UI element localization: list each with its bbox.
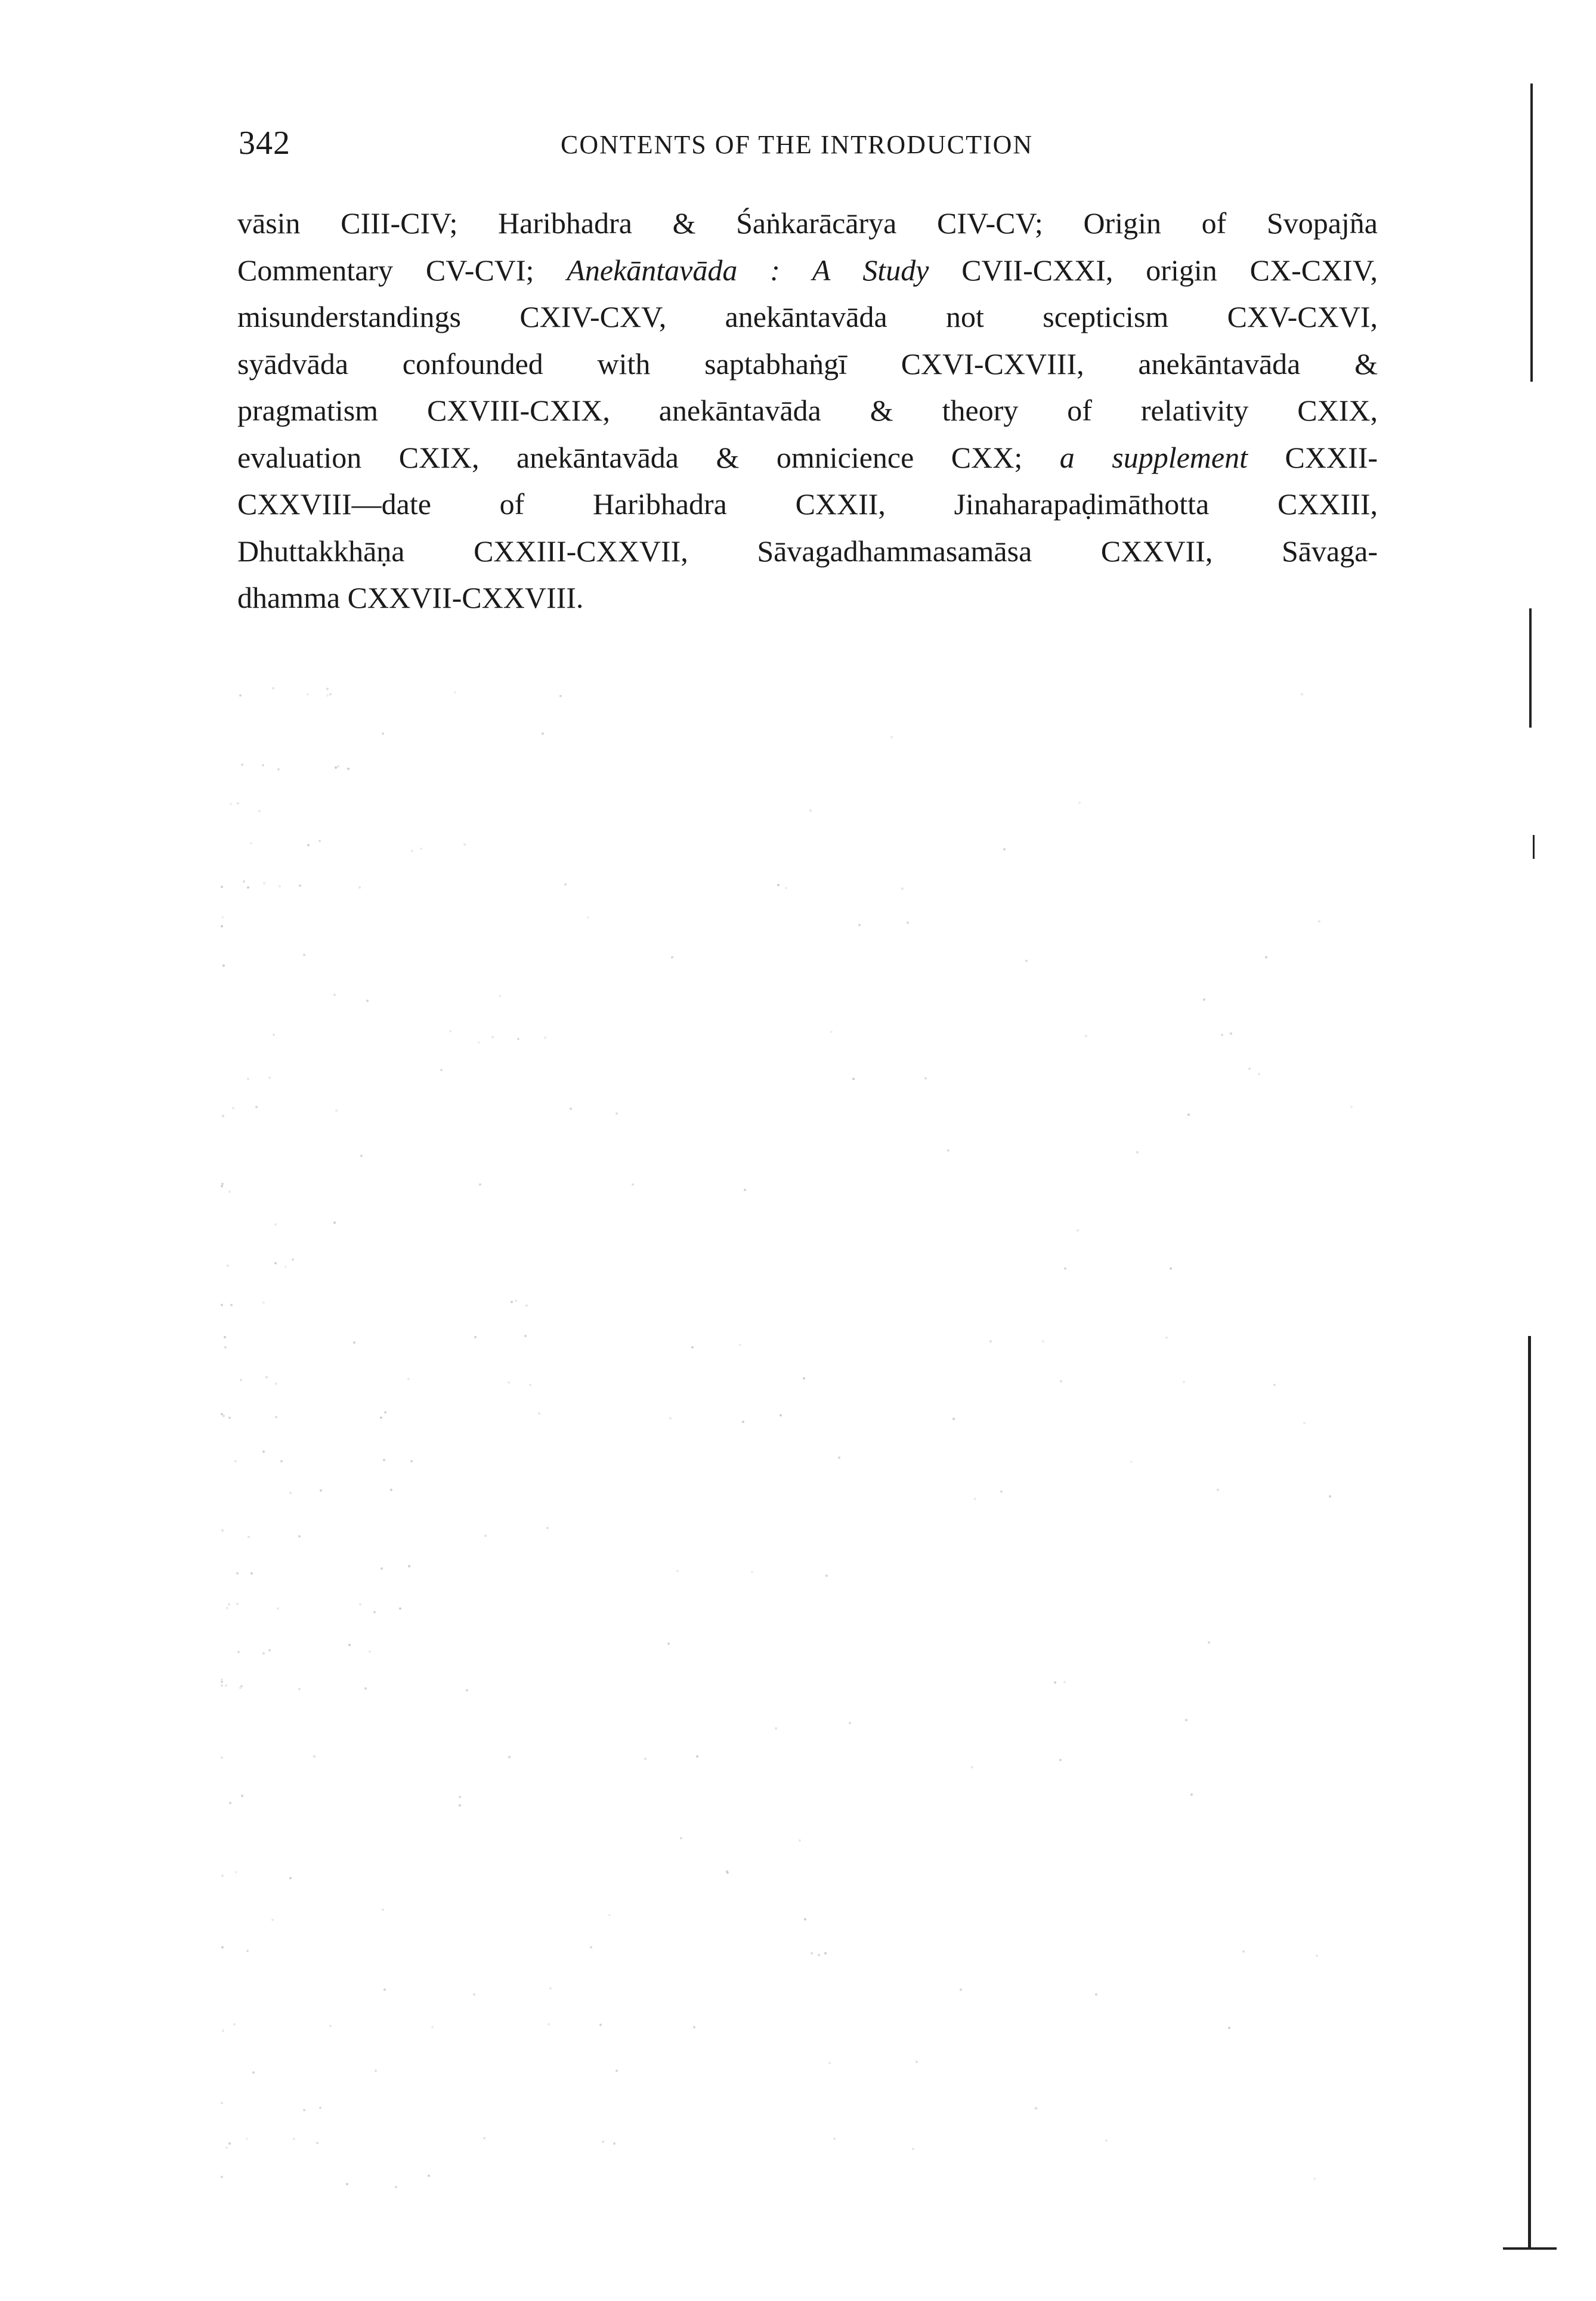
speck	[384, 1411, 386, 1414]
speck	[852, 1078, 855, 1080]
text-line: misunderstandings CXIV-CXV, anekāntavāda not scepticism CXV-CXVI,	[237, 300, 1378, 333]
speck	[275, 1416, 277, 1418]
speck	[246, 1950, 249, 1952]
speck	[775, 1727, 777, 1730]
binding-edge-mark	[1529, 608, 1532, 728]
speck	[250, 1572, 253, 1575]
speck	[292, 1258, 294, 1261]
speck	[329, 693, 332, 695]
speck	[1003, 848, 1006, 850]
speck	[236, 1572, 239, 1575]
speck	[262, 1301, 265, 1304]
speck	[483, 2137, 485, 2139]
speck	[1187, 1114, 1190, 1116]
speck	[1265, 956, 1267, 958]
speck	[1035, 2107, 1037, 2110]
speck	[1136, 1151, 1139, 1153]
speck	[474, 1336, 477, 1338]
speck	[335, 766, 337, 769]
speck	[263, 882, 265, 884]
binding-edge-mark	[1528, 1336, 1531, 2249]
speck	[247, 1078, 249, 1080]
speck	[289, 1492, 292, 1494]
speck	[358, 886, 361, 889]
speck	[268, 1077, 271, 1079]
speck	[693, 2026, 695, 2028]
speck	[326, 694, 329, 697]
speck	[420, 848, 422, 850]
speck	[907, 921, 909, 924]
speck	[1025, 960, 1028, 962]
speck	[1203, 998, 1205, 1001]
speck	[780, 1414, 782, 1417]
speck	[828, 2062, 831, 2064]
speck	[825, 1575, 828, 1577]
speck	[915, 2061, 918, 2063]
speck	[548, 2023, 550, 2025]
speck	[511, 1301, 513, 1303]
speck	[359, 1603, 361, 1606]
speck	[225, 1684, 227, 1687]
speck	[1230, 1032, 1232, 1035]
speck	[284, 1266, 287, 1268]
speck	[818, 1954, 820, 1956]
speck	[952, 1418, 955, 1420]
speck	[221, 1946, 224, 1949]
speck	[803, 1377, 805, 1380]
speck	[1242, 1950, 1245, 1953]
speck	[544, 1037, 546, 1039]
page-header	[239, 122, 1372, 164]
speck	[564, 883, 567, 886]
speck	[230, 803, 232, 805]
speck	[307, 693, 309, 695]
speck	[279, 885, 281, 887]
speck	[524, 1335, 527, 1337]
speck	[804, 1918, 806, 1920]
speck	[613, 2142, 615, 2145]
speck	[1170, 1267, 1172, 1270]
speck	[1059, 1759, 1062, 1761]
speck	[1165, 1337, 1168, 1339]
speck	[225, 2147, 228, 2149]
speck	[744, 1189, 746, 1191]
speck	[303, 954, 305, 956]
speck	[337, 765, 339, 768]
speck	[691, 1346, 694, 1349]
speck	[274, 1223, 277, 1226]
speck	[348, 1644, 351, 1646]
speck	[726, 1870, 728, 1873]
text-line: CXXVIII—date of Haribhadra CXXII, Jinaharapaḍimāthotta CXXIII,	[237, 487, 1378, 521]
speck	[375, 2070, 377, 2072]
speck	[838, 1456, 840, 1459]
speck	[833, 2138, 836, 2140]
speck	[235, 1871, 237, 1873]
binding-edge-mark	[1533, 835, 1535, 859]
page-number: 342	[239, 125, 290, 162]
speck	[390, 1489, 392, 1491]
speck	[559, 695, 562, 697]
speck	[222, 2030, 224, 2032]
speck	[383, 1988, 386, 1991]
speck	[226, 1607, 228, 1609]
speck	[1273, 1384, 1276, 1386]
speck	[924, 1077, 927, 1080]
speck	[240, 1379, 242, 1381]
speck	[346, 2183, 348, 2185]
speck	[1185, 1719, 1187, 1721]
speck	[463, 843, 466, 846]
speck	[239, 694, 242, 697]
speck	[248, 1536, 250, 1538]
speck	[319, 2107, 321, 2109]
speck	[517, 1038, 519, 1040]
speck	[333, 994, 336, 996]
speck	[989, 1340, 992, 1343]
speck	[326, 688, 329, 690]
speck	[479, 1183, 481, 1186]
speck	[1301, 693, 1303, 695]
speck	[632, 1183, 634, 1186]
speck	[262, 1451, 265, 1453]
speck	[799, 1839, 801, 1842]
speck	[742, 1421, 744, 1423]
text-line: syādvāda confounded with saptabhaṅgī CXVI-CXVIII, anekāntavāda &	[237, 347, 1378, 381]
speck	[382, 732, 384, 735]
speck	[478, 1041, 480, 1044]
speck	[221, 1529, 224, 1532]
speck	[696, 1755, 698, 1758]
speck	[960, 1988, 962, 1991]
speck	[890, 736, 893, 738]
speck	[947, 1149, 949, 1152]
speck	[298, 1535, 301, 1538]
speck	[739, 1344, 741, 1346]
speck	[258, 810, 261, 812]
speck	[615, 1112, 618, 1115]
italic-heading-supplement: a supplement	[1059, 440, 1248, 474]
speck	[1054, 1681, 1056, 1684]
speck	[454, 691, 456, 694]
speck	[381, 1567, 383, 1570]
speck	[224, 1336, 226, 1338]
speck	[221, 1681, 223, 1683]
speck	[236, 1603, 239, 1605]
speck	[912, 2148, 914, 2150]
speck	[395, 2186, 397, 2188]
speck	[265, 1376, 268, 1378]
speck	[280, 1460, 283, 1462]
speck	[676, 1570, 679, 1572]
speck	[369, 1650, 371, 1653]
speck	[1064, 1267, 1066, 1270]
speck	[277, 768, 280, 771]
speck	[221, 2176, 223, 2178]
speck	[1060, 1380, 1062, 1383]
speck	[615, 2070, 618, 2072]
speck	[1085, 1035, 1087, 1037]
italic-heading-anekantavada: Anekāntavāda : A Study	[567, 253, 929, 287]
speck	[353, 1341, 355, 1344]
speck	[974, 1498, 976, 1500]
speck	[824, 1952, 827, 1954]
speck	[858, 924, 861, 926]
speck	[811, 1952, 813, 1954]
speck	[428, 2175, 430, 2177]
speck	[508, 1756, 511, 1758]
speck	[221, 886, 223, 888]
speck	[1350, 1106, 1353, 1108]
text-line: dhamma CXXVII-CXXVIII.	[237, 581, 584, 614]
speck	[221, 1684, 223, 1687]
speck	[382, 1909, 384, 1911]
speck	[243, 880, 245, 883]
speck	[221, 1185, 223, 1187]
speck	[303, 2109, 305, 2111]
speck	[383, 1459, 385, 1461]
speck	[1316, 1954, 1318, 1957]
speck	[316, 2142, 318, 2144]
speck	[221, 1756, 223, 1759]
speck	[1329, 1495, 1331, 1498]
running-head: CONTENTS OF THE INTRODUCTION	[561, 130, 1034, 159]
speck	[410, 1460, 413, 1462]
speck	[1217, 1489, 1219, 1491]
speck	[680, 1837, 682, 1839]
speck	[1078, 802, 1081, 804]
speck	[222, 964, 225, 967]
speck	[307, 844, 310, 846]
speck	[529, 1384, 531, 1386]
speck	[289, 1877, 292, 1879]
speck	[320, 1489, 322, 1492]
speck	[239, 1687, 242, 1689]
speck	[1130, 1461, 1133, 1463]
speck	[431, 2026, 434, 2028]
speck	[222, 1115, 224, 1117]
speck	[233, 2023, 236, 2025]
speck	[228, 2142, 231, 2145]
speck	[364, 1687, 367, 1690]
speck	[538, 1412, 540, 1415]
speck	[228, 1190, 231, 1193]
speck	[1063, 1681, 1066, 1683]
speck	[262, 1652, 265, 1654]
speck	[273, 1034, 275, 1036]
speck	[232, 1107, 234, 1109]
text-line: evaluation CXIX, anekāntavāda & omnicience CXX; a supplement CXXII-	[237, 440, 1378, 474]
speck	[491, 1036, 494, 1038]
speck	[849, 1722, 851, 1724]
speck	[230, 1304, 233, 1306]
speck	[473, 1993, 475, 1996]
speck	[449, 1030, 451, 1032]
speck	[335, 1109, 338, 1112]
speck	[360, 1155, 363, 1157]
speck	[1077, 1229, 1079, 1232]
speck	[366, 1000, 369, 1002]
speck	[1042, 1340, 1044, 1343]
speck	[644, 1758, 647, 1760]
speck	[608, 1914, 611, 1916]
speck	[380, 1417, 382, 1419]
speck	[785, 887, 787, 889]
speck	[1183, 1381, 1185, 1383]
speck	[407, 1378, 410, 1380]
speck	[459, 1804, 461, 1807]
speck	[221, 2102, 223, 2104]
speck	[268, 1649, 271, 1651]
speck	[484, 1535, 487, 1537]
speck	[329, 2025, 332, 2027]
speck	[221, 916, 224, 918]
speck	[221, 1875, 224, 1877]
speck	[221, 925, 223, 927]
speck	[408, 1565, 410, 1567]
speck	[1303, 1422, 1306, 1424]
speck	[671, 956, 673, 958]
speck	[1208, 1641, 1210, 1644]
speck	[298, 1688, 301, 1690]
speck	[667, 1643, 670, 1645]
speck	[293, 2138, 295, 2140]
speck	[1258, 1073, 1260, 1075]
speck	[587, 916, 589, 918]
speck	[237, 1651, 240, 1653]
speck	[1095, 1993, 1097, 1996]
speck	[777, 884, 780, 886]
speck	[229, 1802, 231, 1804]
binding-edge-mark	[1530, 83, 1533, 382]
speck	[809, 809, 812, 812]
speck	[224, 1346, 227, 1349]
speck	[1000, 1490, 1003, 1493]
speck	[669, 1417, 672, 1419]
speck	[272, 687, 274, 689]
speck	[1228, 2027, 1230, 2029]
speck	[237, 802, 239, 805]
speck	[508, 1381, 510, 1384]
speck	[241, 1795, 243, 1797]
speck	[1248, 1068, 1251, 1070]
speck	[466, 1689, 468, 1691]
speck	[234, 1460, 237, 1462]
speck	[228, 1603, 230, 1606]
speck	[971, 1766, 973, 1768]
speck	[830, 1031, 833, 1033]
speck	[751, 1571, 753, 1573]
speck	[411, 850, 413, 852]
speck	[602, 2141, 604, 2143]
speck	[599, 2024, 602, 2026]
speck	[1318, 920, 1320, 923]
speck	[255, 1106, 258, 1108]
speck	[221, 1304, 223, 1306]
speck	[252, 2071, 255, 2074]
speck	[1313, 2178, 1316, 2180]
speck	[228, 1417, 231, 1419]
speck	[275, 1383, 277, 1385]
text-line: Commentary CV-CVI; Anekāntavāda : A Study CVII-CXXI, origin CX-CXIV,	[237, 253, 1378, 287]
speck	[318, 840, 321, 842]
speck	[1190, 1793, 1193, 1796]
speck	[499, 995, 501, 997]
speck	[271, 1919, 274, 1921]
speck	[241, 763, 243, 766]
speck	[590, 1946, 592, 1949]
speck	[274, 1262, 277, 1264]
speck	[1105, 2139, 1108, 2142]
speck	[347, 768, 349, 770]
speck	[546, 1527, 549, 1529]
speck	[227, 1264, 229, 1267]
speck	[399, 1607, 401, 1610]
speck	[262, 764, 264, 766]
binding-edge-mark	[1503, 2247, 1557, 2250]
text-line: Dhuttakkhāṇa CXXIII-CXXVII, Sāvagadhammasamāsa CXXVII, Sāvaga-	[237, 534, 1378, 568]
speck	[542, 732, 544, 735]
speck	[440, 1069, 443, 1071]
speck	[250, 842, 252, 845]
speck	[549, 1987, 552, 1990]
text-line: vāsin CIII-CIV; Haribhadra & Śaṅkarācārya CIV-CV; Origin of Svopajña	[237, 206, 1378, 240]
speck	[525, 1304, 528, 1307]
speck	[247, 886, 249, 889]
speck	[901, 887, 904, 890]
contents-paragraph	[237, 200, 1378, 621]
speck	[1221, 1034, 1223, 1036]
speck	[222, 1415, 225, 1417]
speck	[515, 1300, 517, 1302]
text-line: pragmatism CXVIII-CXIX, anekāntavāda & theory of relativity CXIX,	[237, 394, 1378, 427]
speck	[333, 1221, 336, 1224]
speck	[299, 884, 301, 887]
speck	[277, 1607, 279, 1610]
speck	[459, 1796, 461, 1798]
speck	[221, 1413, 223, 1415]
speck	[570, 1108, 572, 1110]
speck	[373, 1611, 376, 1613]
speck	[313, 1755, 316, 1758]
speck	[246, 2138, 248, 2140]
